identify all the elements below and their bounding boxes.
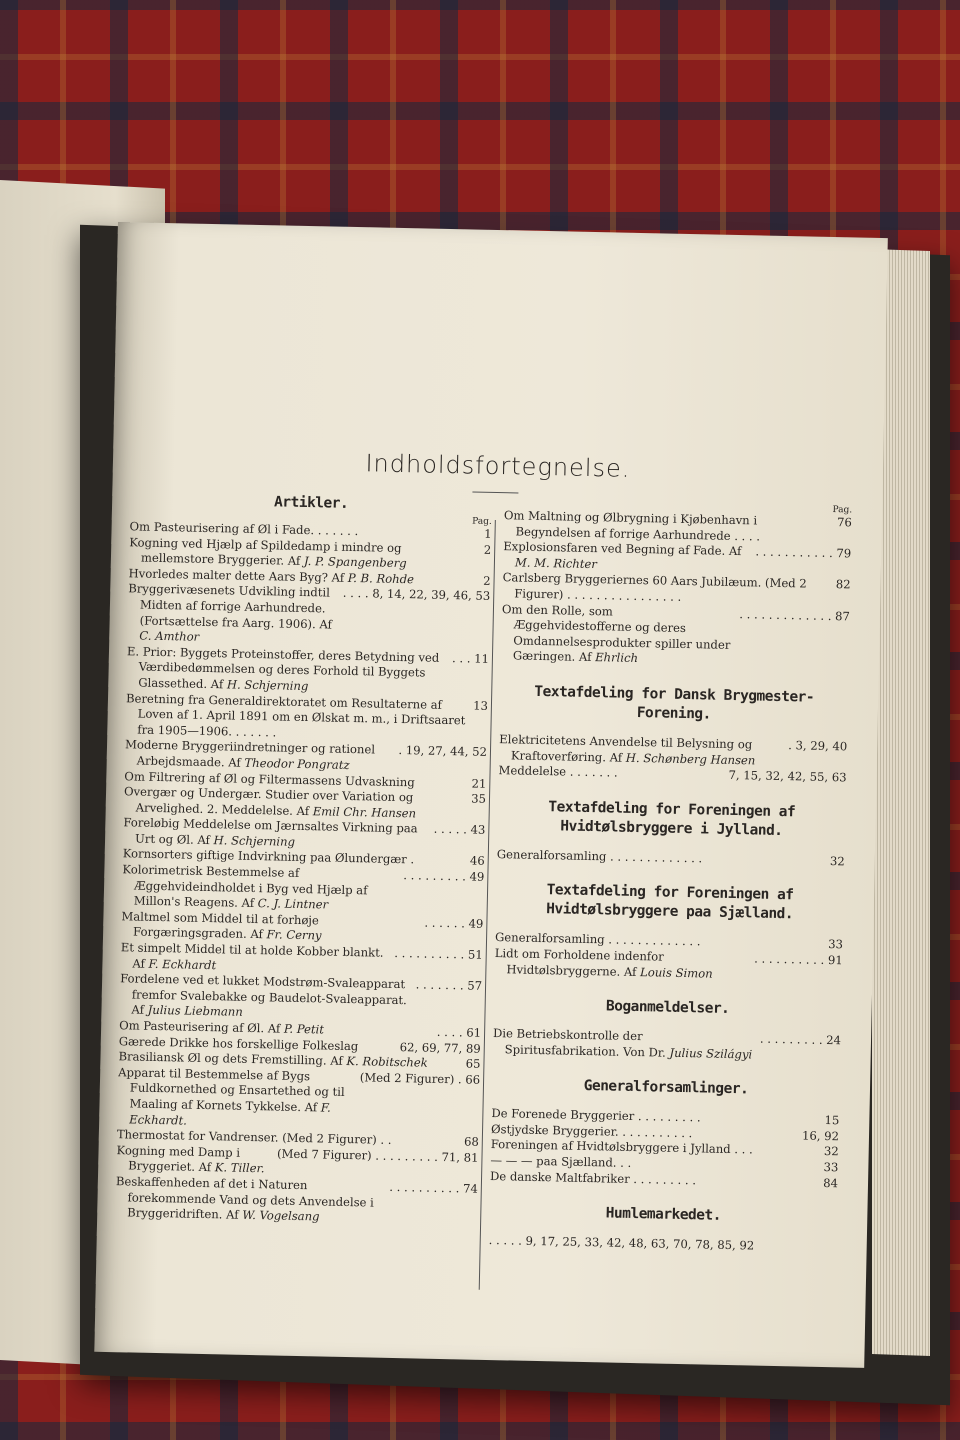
section-title: Textafdeling for Foreningen af Hvidtølsbryggere i Jylland.: [548, 798, 796, 839]
entry-text: Østjydske Bryggerier. . . . . . . . . . .: [490, 1121, 693, 1141]
section-title: Humlemarkedet.: [605, 1205, 722, 1225]
entry-title: [117, 1065, 354, 1132]
entry-author: W. Vogelsang: [242, 1207, 320, 1224]
toc-entry: [119, 971, 482, 1025]
entry-page: 76: [836, 515, 853, 530]
entry-text: Kolorimetrisk Bestemmelse af Æggehvideindholdet i Byg ved Hjælp af Millon's Reagens. Af: [122, 862, 368, 911]
entry-page: . 19, 27, 44, 52: [398, 743, 488, 760]
entry-text: De danske Maltfabriker . . . . . . . . .: [489, 1168, 697, 1187]
entry-page: . . . . . . . . . 49: [403, 868, 485, 884]
entry-text: De Forenede Bryggerier . . . . . . . . .: [491, 1106, 701, 1125]
entry-author: J. P. Spangenberg: [303, 554, 407, 571]
entry-text: Hvorledes malter dette Aars Byg? Af: [128, 566, 345, 585]
entry-author: Julius Liebmann: [147, 1003, 243, 1020]
section-title: Textafdeling for Dansk Brygmester-Forening.: [534, 683, 815, 723]
entry-author: H. Schjerning: [213, 833, 296, 849]
entry-author: Louis Simon: [639, 964, 713, 981]
entry-author: K. Robitschek: [346, 1054, 428, 1070]
entry-page: 65: [465, 1056, 481, 1071]
entry-author: Fr. Cerny: [266, 927, 322, 943]
entry-page: . . . . . . . . . . . 79: [755, 544, 852, 561]
entry-page: (Med 7 Figurer) . . . . . . . . . 71, 81: [276, 1146, 479, 1165]
entry-author: P. Petit: [283, 1021, 325, 1037]
entry-text: Bryggerivæsenets Udvikling indtil Midten af forrige Aarhundrede. (Fortsættelse fra Aarg. 1906). Af: [128, 581, 333, 632]
entry-title: [127, 582, 337, 649]
entry-title: [126, 644, 446, 697]
entry-text: Om Pasteurisering af Øl i Fade. . . . . . .: [129, 519, 359, 539]
entry-title: [119, 971, 410, 1024]
entry-page: 68: [463, 1134, 479, 1149]
entry-page: . . . . 61: [436, 1024, 482, 1040]
entry-page: . . . . . 43: [433, 822, 486, 838]
entry-title: [494, 946, 748, 982]
entry-text: Om Pasteurisering af Øl. Af: [119, 1018, 281, 1036]
toc-entry: [125, 691, 488, 745]
entry-page: 33: [823, 1160, 839, 1175]
right-column: [489, 498, 853, 1256]
entry-text: Elektricitetens Anvendelse til Belysning og Kraftoverføring. Af: [499, 732, 753, 765]
entry-page: 33: [828, 937, 844, 952]
entry-author: P. B. Rohde: [347, 570, 415, 587]
toc-entry: [115, 1174, 478, 1228]
toc-entry: [127, 582, 490, 652]
entry-page: 16, 92: [801, 1128, 840, 1144]
entry-text: Maltmel som Middel til at forhøje Forgæringsgraden. Af: [121, 909, 319, 942]
entry-author: C. J. Lintner: [257, 896, 329, 912]
entry-text: Generalforsamling . . . . . . . . . . . . .: [496, 846, 703, 866]
entry-title: [122, 862, 398, 915]
entry-author: F. Eckhardt.: [129, 1100, 331, 1128]
entry-text: Lidt om Forholdene indenfor Hvidtølsbryggerne. Af: [494, 945, 664, 979]
page-heading: Indholdsfortegnelse.: [365, 449, 631, 483]
entry-author: M. M. Richter: [514, 555, 598, 571]
entry-page: 2: [483, 542, 492, 557]
entry-page: 15: [824, 1113, 840, 1128]
entry-title: [125, 691, 467, 745]
entry-page: . 3, 29, 40: [788, 738, 848, 754]
entry-text: Brasiliansk Øl og dets Fremstilling. Af: [118, 1049, 343, 1069]
entry-text: Kornsorters giftige Indvirkning paa Ølundergær .: [122, 846, 415, 867]
entry-text: Foreløbig Meddelelse om Jærnsaltes Virkning paa Urt og Øl. Af: [123, 815, 418, 847]
entry-text: — — — paa Sjælland. . .: [490, 1153, 632, 1171]
left-column: [115, 490, 492, 1228]
entry-text: Gærede Drikke hos forskellige Folkeslag: [118, 1033, 359, 1053]
entry-text: Explosionsfaren ved Begning af Fade. Af: [503, 539, 742, 559]
section-title: Generalforsamlinger.: [583, 1078, 749, 1098]
entry-page: 7, 15, 32, 42, 55, 63: [728, 768, 847, 785]
entry-page: 62, 69, 77, 89: [399, 1039, 481, 1056]
entry-page: . . . . . . . 57: [415, 977, 483, 994]
entry-text: Overgær og Undergær. Studier over Variation og Arvelighed. 2. Meddelelse. Af: [123, 784, 414, 818]
entry-text: Beretning fra Generaldirektoratet om Resultaterne af Loven af 1. April 1891 om en Ølskat m. m., i Driftsaaret fra 1905—1906. . . . . . .: [125, 690, 466, 740]
entry-text: Thermostat for Vandrenser. (Med 2 Figurer) . .: [116, 1127, 392, 1148]
entry-author: Theodor Pongratz: [244, 755, 350, 772]
entry-text: Meddelelse . . . . . . .: [498, 763, 618, 780]
entry-page: 35: [471, 791, 487, 806]
toc-entry: [122, 862, 485, 916]
section-title: Textafdeling for Foreningen af Hvidtølsbryggere paa Sjælland.: [546, 882, 794, 923]
entry-text: Kogning med Damp i Bryggeriet. Af: [116, 1142, 241, 1175]
entry-page: 84: [823, 1175, 839, 1190]
entry-page: 2: [483, 573, 491, 588]
entry-text: Die Betriebskontrolle der Spiritusfabrikation. Von Dr.: [492, 1026, 666, 1060]
entry-page: 32: [829, 853, 845, 869]
entry-text: Foreningen af Hvidtølsbryggere i Jylland . . .: [490, 1137, 753, 1157]
entry-page: . . . . 8, 14, 22, 39, 46, 53: [342, 586, 491, 604]
entry-text: Om den Rolle, som Æggehvidestofferne og deres Omdannelsesprodukter spiller under Gæringen. Af: [501, 601, 731, 665]
entry-text: Om Filtrering af Øl og Filtermassens Udvaskning: [124, 768, 415, 789]
left-entries: [115, 519, 492, 1228]
entry-text: Om Maltning og Ølbrygning i Kjøbenhavn i Begyndelsen af forrige Aarhundrede . . . .: [503, 508, 761, 544]
entry-text: Generalforsamling . . . . . . . . . . . . .: [494, 930, 701, 949]
entry-title: [503, 539, 750, 575]
pag-label-right: Pag.: [832, 505, 853, 516]
entry-author: Emil Chr. Hansen: [312, 803, 417, 821]
entry-title: [493, 1026, 755, 1063]
entry-page: . . . . . . 49: [424, 915, 484, 931]
contents-page: [94, 222, 887, 1368]
entry-page: 21: [471, 776, 487, 791]
entry-author: Julius Szilágyi: [669, 1045, 753, 1062]
pag-label-left: Pag.: [472, 516, 492, 527]
entry-page: (Med 2 Figurer) . 66: [359, 1070, 481, 1087]
entry-text: Moderne Bryggeriindretninger og rationel Arbejdsmaade. Af: [124, 737, 376, 770]
entry-page: . . . . . . . . . . 74: [389, 1179, 478, 1196]
heading-rule: [472, 491, 518, 493]
entry-title: [116, 1143, 271, 1177]
entry-title: [115, 1174, 383, 1226]
entry-text: Kogning ved Hjælp af Spildedamp i mindre og mellemstore Bryggerier. Af: [129, 534, 402, 569]
entry-title: [501, 602, 734, 669]
entry-text: . . . . . 9, 17, 25, 33, 42, 48, 63, 70, 78, 85, 92: [488, 1233, 755, 1253]
toc-entry: [117, 1065, 480, 1135]
entry-text: Apparat til Bestemmelse af Bygs Fuldkornethed og Ensartethed og til Maaling af Kornets Tykkelse. Af: [118, 1064, 345, 1115]
entry-page: . . . . . . . . . 24: [759, 1031, 842, 1048]
entry-author: F. Eckhardt: [148, 956, 217, 972]
entry-page: . . . 11: [451, 650, 490, 666]
right-sections: [489, 664, 849, 1256]
entry-author: C. Amthor: [139, 628, 200, 644]
entry-page: 1: [484, 526, 492, 541]
entry-author: H. Schjerning: [226, 677, 309, 694]
toc-entry: [126, 644, 489, 698]
entry-page: . . . . . . . . . . 91: [754, 951, 843, 968]
entry-author: Ehrlich: [594, 650, 639, 666]
right-top-entries: [501, 508, 852, 671]
entry-page: 46: [469, 853, 485, 869]
entry-page: 32: [823, 1144, 839, 1159]
entry-text: Fordelene ved et lukket Modstrøm-Svaleapparat fremfor Svalebakke og Baudelot-Svaleapparat. Af: [120, 971, 407, 1018]
entry-page: 13: [473, 698, 489, 713]
toc-entry: [501, 602, 850, 672]
entry-text: Beskaffenheden af det i Naturen forekommende Vand og dets Anvendelse i Bryggeridriften. Af: [115, 1174, 375, 1222]
entry-author: K. Tiller.: [214, 1160, 265, 1176]
entry-page: . . . . . . . . . . . . . 87: [739, 606, 851, 623]
entry-page: . . . . . . . . . . 51: [394, 945, 483, 962]
entry-text: Et simpelt Middel til at holde Kobber blankt. Af: [120, 940, 384, 971]
entry-author: H. Schønberg Hansen: [625, 750, 756, 767]
section-title: Boganmeldelser.: [605, 998, 730, 1018]
entry-page: 82: [835, 577, 851, 592]
entry-text: E. Prior: Byggets Proteinstoffer, deres Betydning ved Værdibedømmelsen og deres Forhold til Byggets Glassethed. Af: [126, 644, 440, 692]
section-title-artikler: Artikler.: [273, 494, 349, 512]
entry-text: Carlsberg Bryggeriernes 60 Aars Jubilæum. (Med 2 Figurer) . . . . . . . . . . . . . . . .: [502, 570, 807, 604]
